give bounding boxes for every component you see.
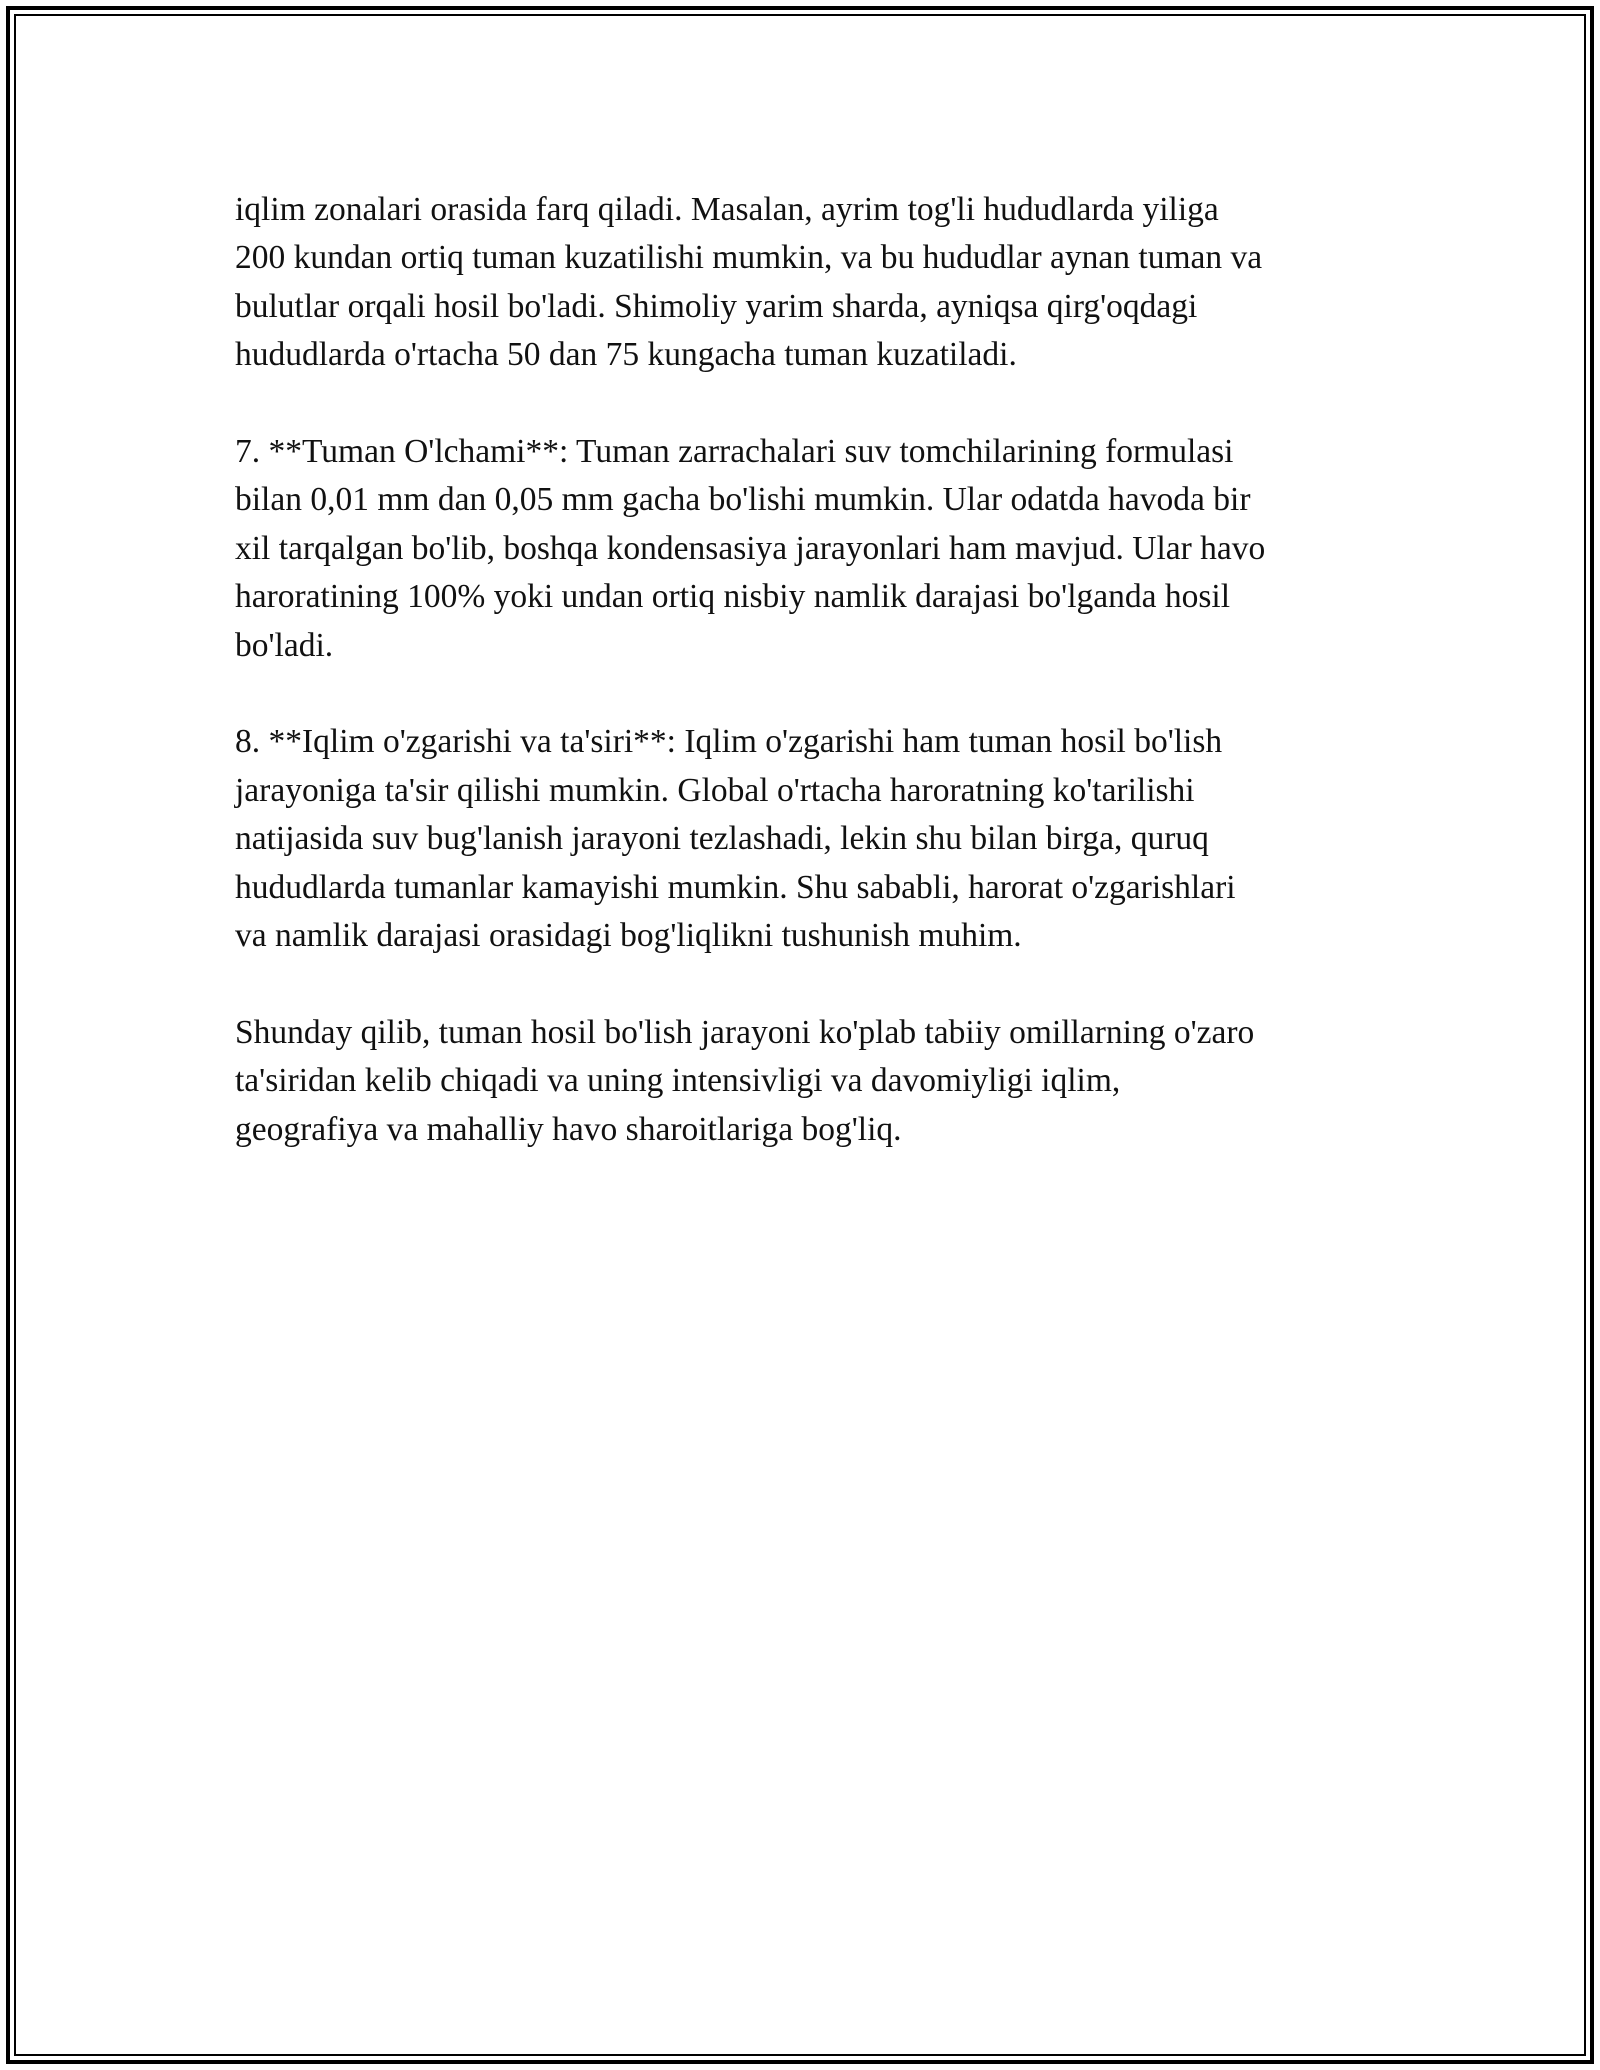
- text-line: bilan 0,01 mm dan 0,05 mm gacha bo'lishi mumkin. Ular odatda havoda bir: [235, 481, 1251, 519]
- text-line: bo'ladi.: [235, 626, 334, 664]
- text-line: xil tarqalgan bo'lib, boshqa kondensasiya jarayonlari ham mavjud. Ular havo: [235, 529, 1266, 567]
- text-line: Shunday qilib, tuman hosil bo'lish jarayoni ko'plab tabiiy omillarning o'zaro: [235, 1013, 1255, 1051]
- document-body: [235, 186, 1375, 1202]
- text-line: natijasida suv bug'lanish jarayoni tezlashadi, lekin shu bilan birga, quruq: [235, 820, 1209, 858]
- text-line: iqlim zonalari orasida farq qiladi. Masalan, ayrim tog'li hududlarda yiliga: [235, 191, 1219, 228]
- text-line: 8. **Iqlim o'zgarishi va ta'siri**: Iqlim o'zgarishi ham tuman hosil bo'lish: [235, 723, 1223, 761]
- text-line: ta'siridan kelib chiqadi va uning intensivligi va davomiyligi iqlim,: [235, 1062, 1121, 1100]
- paragraph-conclusion: [235, 1009, 1375, 1154]
- paragraph-climate-zones: [235, 186, 1375, 380]
- paragraph-fog-size: [235, 428, 1375, 670]
- text-line: hududlarda tumanlar kamayishi mumkin. Shu sababli, harorat o'zgarishlari: [235, 868, 1236, 906]
- text-line: 200 kundan ortiq tuman kuzatilishi mumkin, va bu hududlar aynan tuman va: [235, 239, 1263, 277]
- text-line: 7. **Tuman O'lchami**: Tuman zarrachalari suv tomchilarining formulasi: [235, 433, 1234, 471]
- text-line: bulutlar orqali hosil bo'ladi. Shimoliy yarim sharda, ayniqsa qirg'oqdagi: [235, 287, 1198, 325]
- text-line: haroratining 100% yoki undan ortiq nisbiy namlik darajasi bo'lganda hosil: [235, 578, 1231, 616]
- paragraph-climate-change: [235, 718, 1375, 960]
- text-line: jarayoniga ta'sir qilishi mumkin. Global o'rtacha haroratning ko'tarilishi: [235, 771, 1195, 809]
- text-line: va namlik darajasi orasidagi bog'liqlikni tushunish muhim.: [235, 917, 1022, 955]
- text-line: geografiya va mahalliy havo sharoitlariga bog'liq.: [235, 1110, 902, 1148]
- text-line: hududlarda o'rtacha 50 dan 75 kungacha tuman kuzatiladi.: [235, 336, 1017, 374]
